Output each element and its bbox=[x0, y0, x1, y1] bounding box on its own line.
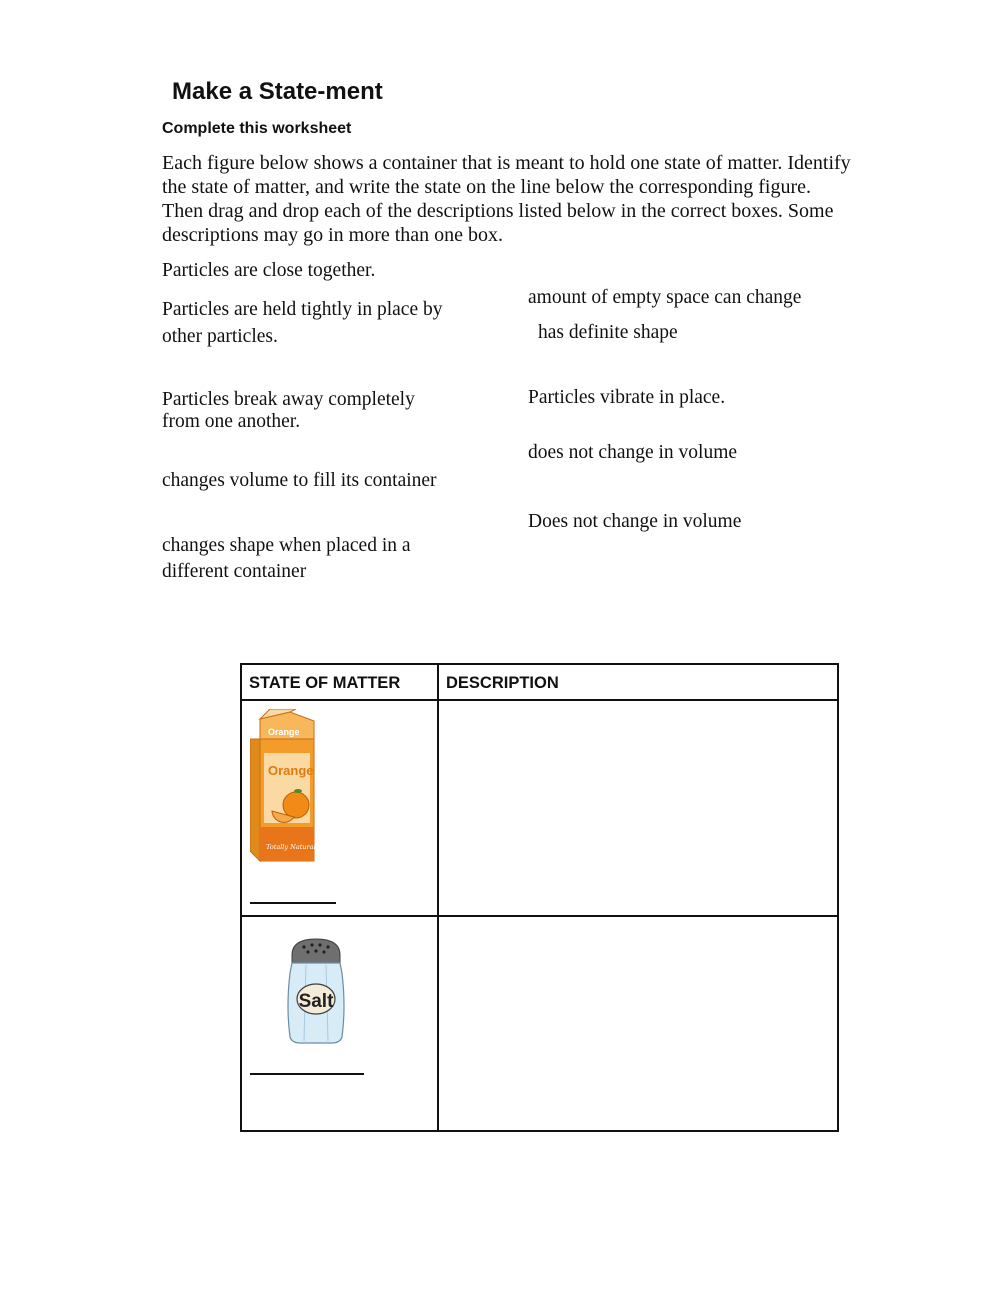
page-title: Make a State-ment bbox=[172, 78, 383, 105]
carton-label-text: Orange bbox=[268, 763, 314, 778]
draggable-description-break-away[interactable]: Particles break away completely from one another. bbox=[162, 389, 415, 432]
carton-brand-text: Orange bbox=[268, 727, 300, 737]
state-cell-solid bbox=[241, 916, 438, 1131]
description-drop-zone-2[interactable] bbox=[438, 916, 838, 1131]
table-row bbox=[241, 700, 838, 916]
draggable-description-held-tightly[interactable]: Particles are held tightly in place by other particles. bbox=[162, 299, 443, 347]
worksheet-subtitle: Complete this worksheet bbox=[162, 120, 352, 137]
table-row bbox=[241, 916, 838, 1131]
orange-juice-carton-image bbox=[250, 709, 320, 867]
instructions-text: Each figure below shows a container that is meant to hold one state of matter. Identify the state of matter, and write the state on the line below the corresponding figure. Then drag and drop each of the descriptions listed below in the correct boxes. Some descriptions may go in more than one box. bbox=[162, 152, 851, 246]
state-answer-line-2[interactable] bbox=[250, 1073, 364, 1075]
description-drop-zone-1[interactable] bbox=[438, 700, 838, 916]
state-answer-line-1[interactable] bbox=[250, 902, 336, 904]
header-state-of-matter: STATE OF MATTER bbox=[249, 674, 401, 692]
state-cell-liquid bbox=[241, 700, 438, 916]
draggable-description-vibrate-in-place[interactable]: Particles vibrate in place. bbox=[528, 387, 726, 408]
draggable-description-no-volume-change[interactable]: does not change in volume bbox=[528, 442, 738, 463]
carton-tagline-text: Totally Natural bbox=[266, 843, 316, 851]
draggable-description-definite-shape[interactable]: has definite shape bbox=[538, 322, 678, 343]
draggable-description-no-volume-change-2[interactable]: Does not change in volume bbox=[528, 511, 742, 532]
salt-shaker-image bbox=[282, 937, 350, 1045]
shaker-label-text: Salt bbox=[298, 991, 334, 1012]
header-state-cell bbox=[241, 664, 438, 700]
draggable-description-close-together[interactable]: Particles are close together. bbox=[162, 260, 376, 281]
table-header-row bbox=[241, 664, 838, 700]
draggable-description-fills-container[interactable]: changes volume to fill its container bbox=[162, 470, 437, 491]
draggable-description-empty-space-change[interactable]: amount of empty space can change bbox=[528, 287, 802, 308]
state-description-table bbox=[240, 663, 839, 1132]
header-description-cell bbox=[438, 664, 838, 700]
header-description: DESCRIPTION bbox=[446, 674, 559, 692]
draggable-description-changes-shape[interactable]: changes shape when placed in a different container bbox=[162, 535, 411, 582]
